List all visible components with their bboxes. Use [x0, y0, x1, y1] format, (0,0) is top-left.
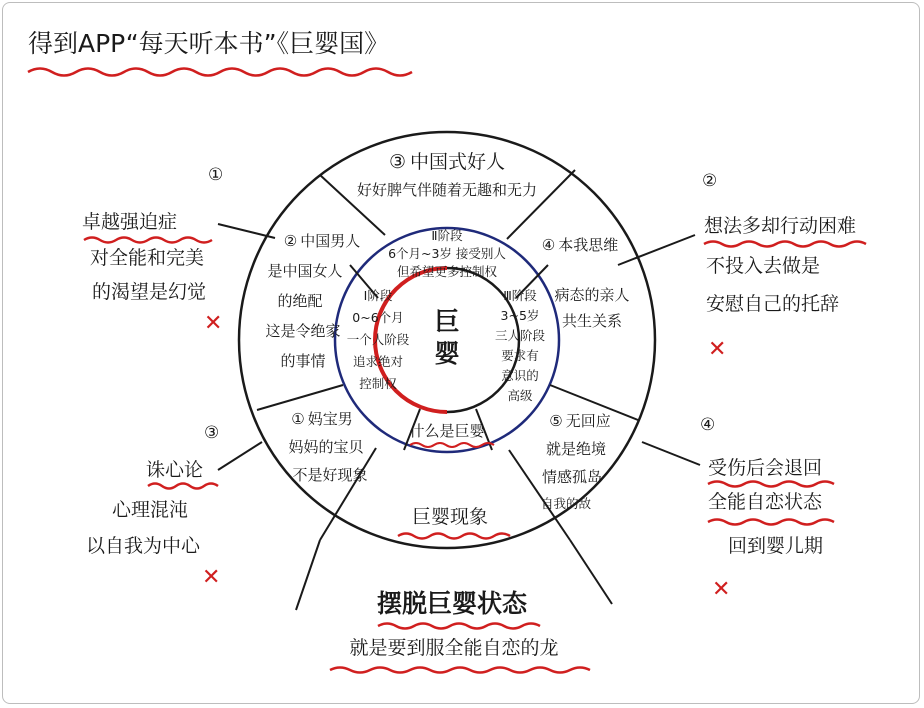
- svg-text:就是要到服全能自恋的龙: 就是要到服全能自恋的龙: [349, 637, 559, 659]
- svg-text:追求绝对: 追求绝对: [352, 354, 404, 369]
- svg-text:诛心论: 诛心论: [146, 459, 204, 481]
- svg-text:病态的亲人: 病态的亲人: [554, 286, 630, 304]
- inner-bottom-label: 什么是巨婴: [409, 422, 485, 440]
- svg-text:✕: ✕: [204, 311, 223, 336]
- svg-text:Ⅰ阶段: Ⅰ阶段: [363, 288, 393, 303]
- conclusion: [330, 589, 590, 673]
- svg-text:②: ②: [702, 171, 718, 191]
- svg-text:妈妈的宝贝: 妈妈的宝贝: [288, 438, 364, 456]
- svg-text:⑤无回应: ⑤ 无回应: [549, 412, 611, 430]
- outer-lower-left: [288, 410, 367, 484]
- svg-text:三人阶段: 三人阶段: [494, 328, 546, 343]
- svg-text:6个月~3岁 接受别人: 6个月~3岁 接受别人: [388, 246, 506, 261]
- page-title: 得到APP“每天听本书”《巨婴国》: [28, 29, 390, 58]
- svg-text:要求有: 要求有: [501, 348, 539, 363]
- outer-bottom-label: 巨婴现象: [411, 506, 489, 528]
- svg-text:Ⅱ阶段: Ⅱ阶段: [431, 228, 463, 243]
- svg-text:受伤后会退回: 受伤后会退回: [708, 457, 823, 479]
- svg-text:0~6个月: 0~6个月: [352, 310, 404, 325]
- svg-text:想法多却行动困难: 想法多却行动困难: [704, 215, 857, 237]
- outer-top: [357, 151, 537, 199]
- svg-text:✕: ✕: [202, 565, 221, 590]
- svg-text:安慰自己的托辞: 安慰自己的托辞: [706, 293, 840, 315]
- svg-text:自我的敌: 自我的敌: [540, 496, 592, 511]
- svg-text:意识的: 意识的: [501, 368, 539, 383]
- svg-text:情感孤岛: 情感孤岛: [541, 468, 603, 486]
- title-underline: [28, 69, 412, 76]
- inner-bottom-underline: [410, 443, 494, 447]
- svg-text:的渴望是幻觉: 的渴望是幻觉: [92, 281, 207, 303]
- svg-text:④本我思维: ④ 本我思维: [541, 236, 619, 254]
- svg-text:卓越强迫症: 卓越强迫症: [82, 211, 178, 233]
- note-right-top: [702, 171, 866, 362]
- outer-bottom-underline: [398, 534, 510, 539]
- svg-text:心理混沌: 心理混沌: [112, 499, 189, 521]
- note-right-bottom: [700, 415, 834, 602]
- inner-stage1: [347, 288, 410, 391]
- svg-text:③: ③: [204, 423, 220, 443]
- svg-text:控制权: 控制权: [359, 376, 397, 391]
- center-char-1: 巨: [434, 307, 460, 336]
- svg-text:共生关系: 共生关系: [561, 312, 623, 330]
- note-left-top: [82, 165, 223, 336]
- svg-text:不是好现象: 不是好现象: [292, 466, 368, 484]
- svg-text:但希望更多控制权: 但希望更多控制权: [396, 264, 498, 279]
- svg-text:Ⅲ阶段: Ⅲ阶段: [503, 288, 537, 303]
- note-left-bottom: [86, 423, 220, 590]
- svg-text:全能自恋状态: 全能自恋状态: [708, 491, 823, 513]
- svg-text:3~5岁: 3~5岁: [500, 308, 540, 323]
- svg-text:以自我为中心: 以自我为中心: [86, 535, 201, 557]
- svg-text:一个人阶段: 一个人阶段: [346, 332, 410, 347]
- svg-text:✕: ✕: [708, 337, 727, 362]
- svg-text:这是令绝家: 这是令绝家: [265, 322, 341, 340]
- center-char-2: 婴: [434, 339, 460, 368]
- svg-text:的绝配: 的绝配: [277, 292, 323, 310]
- svg-text:对全能和完美: 对全能和完美: [90, 247, 205, 269]
- svg-text:高级: 高级: [507, 388, 533, 403]
- outer-lower-right: [541, 412, 611, 511]
- outer-upper-right: [542, 236, 630, 330]
- svg-text:是中国女人: 是中国女人: [267, 262, 343, 280]
- svg-text:的事情: 的事情: [280, 352, 326, 370]
- svg-text:摆脱巨婴状态: 摆脱巨婴状态: [376, 589, 528, 618]
- svg-text:就是绝境: 就是绝境: [545, 440, 607, 458]
- svg-text:①妈宝男: ① 妈宝男: [291, 410, 353, 428]
- svg-text:④: ④: [700, 415, 716, 435]
- svg-text:①: ①: [208, 165, 224, 185]
- svg-text:好好脾气伴随着无趣和无力: 好好脾气伴随着无趣和无力: [356, 181, 538, 199]
- outer-upper-left: [265, 232, 360, 370]
- svg-text:✕: ✕: [712, 577, 731, 602]
- svg-text:②中国男人: ② 中国男人: [283, 232, 361, 250]
- svg-text:回到婴儿期: 回到婴儿期: [728, 535, 824, 557]
- svg-text:不投入去做是: 不投入去做是: [706, 255, 821, 277]
- svg-text:③中国式好人: ③ 中国式好人: [388, 151, 506, 173]
